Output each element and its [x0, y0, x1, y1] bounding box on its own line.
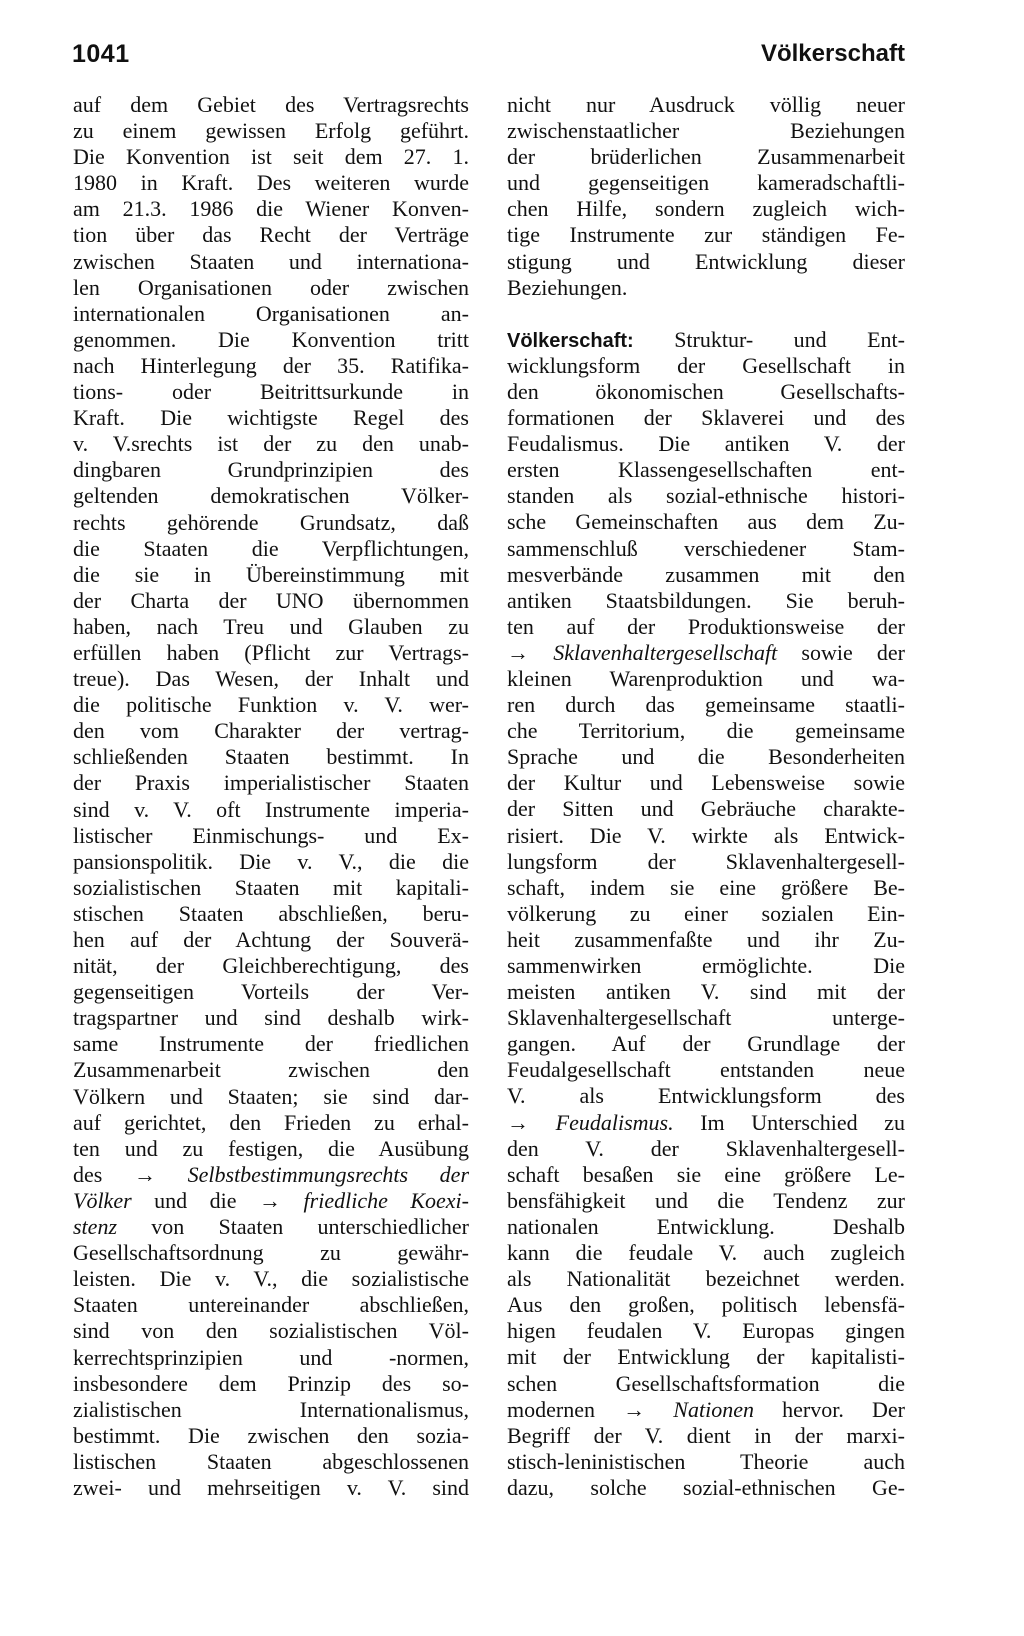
text-line: nach Hinterlegung der 35. Ratifika-	[73, 352, 469, 378]
text-line: Begriff der V. dient in der marxi-	[507, 1422, 905, 1448]
text-line: genommen. Die Konvention tritt	[73, 326, 469, 352]
text-line: Feudalismus. Die antiken V. der	[507, 431, 905, 457]
text-line: Zusammenarbeit zwischen den	[73, 1057, 469, 1083]
text-line: die Staaten die Verpflichtungen,	[73, 535, 469, 561]
entry-first-line	[507, 327, 905, 353]
cross-reference-friedliche-koexistenz[interactable]: → friedliche Koexi-	[259, 1187, 469, 1213]
text-line: antiken Staatsbildungen. Sie beruh-	[507, 587, 905, 613]
text-line: sind von den sozialistischen Völ-	[73, 1318, 469, 1344]
text-line: haben, nach Treu und Glauben zu	[73, 613, 469, 639]
text-line: che Territorium, die gemeinsame	[507, 718, 905, 744]
cross-reference-fragment: stenz	[73, 1214, 117, 1240]
text-line: zialistischen Internationalismus,	[73, 1396, 469, 1422]
text-line: tragspartner und sind deshalb wirk-	[73, 1005, 469, 1031]
text-line: zwei- und mehrseitigen v. V. sind	[73, 1474, 469, 1500]
text-line: der Kultur und Lebensweise sowie	[507, 770, 905, 796]
text-line: listischer Einmischungs- und Ex-	[73, 822, 469, 848]
running-head: Völkerschaft	[760, 40, 905, 67]
text-line: zwischen Staaten und internationa-	[73, 248, 469, 274]
text-line: der Sitten und Gebräuche charakte-	[507, 796, 905, 822]
text-line: gegenseitigen Vorteils der Ver-	[73, 979, 469, 1005]
paragraph-gap	[507, 301, 905, 327]
text-line: bestimmt. Die zwischen den sozia-	[73, 1422, 469, 1448]
text-line: ten und zu festigen, die Ausübung	[73, 1135, 469, 1161]
text-line: mit der Entwicklung der kapitalisti-	[507, 1344, 905, 1370]
left-column	[73, 92, 469, 1501]
text-line-with-reference	[507, 1397, 905, 1423]
text-line: pansionspolitik. Die v. V., die die	[73, 848, 469, 874]
text-line: Die Konvention ist seit dem 27. 1.	[73, 144, 469, 170]
text-line: v. V.srechts ist der zu den unab-	[73, 431, 469, 457]
text-line: zu einem gewissen Erfolg geführt.	[73, 118, 469, 144]
text-line: tige Instrumente zur ständigen Fe-	[507, 222, 905, 248]
text-line: schließenden Staaten bestimmt. In	[73, 744, 469, 770]
text-line: der brüderlichen Zusammenarbeit	[507, 144, 905, 170]
text-line: gangen. Auf der Grundlage der	[507, 1031, 905, 1057]
text-line: wicklungsform der Gesellschaft in	[507, 352, 905, 378]
right-column	[507, 92, 905, 1501]
text-line: am 21.3. 1986 die Wiener Konven-	[73, 196, 469, 222]
text-line-with-reference	[73, 1214, 469, 1240]
text-line: sind v. V. oft Instrumente imperia-	[73, 796, 469, 822]
text-line: kleinen Warenproduktion und wa-	[507, 665, 905, 691]
text-line-with-reference	[507, 640, 905, 666]
text-fragment: Im Unterschied zu	[700, 1109, 905, 1135]
text-line: Feudalgesellschaft entstanden neue	[507, 1057, 905, 1083]
text-line: zwischenstaatlicher Beziehungen	[507, 118, 905, 144]
cross-reference-selbstbestimmungsrecht[interactable]: → Selbstbestimmungsrechts der	[133, 1161, 469, 1187]
cross-reference-feudalismus[interactable]: → Feudalismus.	[507, 1109, 674, 1135]
text-line: Sklavenhaltergesellschaft unterge-	[507, 1005, 905, 1031]
text-line: auf dem Gebiet des Vertragsrechts	[73, 92, 469, 117]
text-line-with-reference	[507, 1110, 905, 1136]
text-line: den V. der Sklavenhaltergesell-	[507, 1135, 905, 1161]
page-number: 1041	[72, 40, 130, 68]
text-line: chen Hilfe, sondern zugleich wich-	[507, 196, 905, 222]
text-line: risiert. Die V. wirkte als Entwick-	[507, 822, 905, 848]
text-line: den vom Charakter der vertrag-	[73, 718, 469, 744]
text-line: Gesellschaftsordnung zu gewähr-	[73, 1240, 469, 1266]
text-line: Kraft. Die wichtigste Regel des	[73, 405, 469, 431]
text-line: hen auf der Achtung der Souverä-	[73, 927, 469, 952]
text-line-with-reference	[73, 1188, 469, 1214]
text-line: Staaten untereinander abschließen,	[73, 1292, 469, 1318]
text-line: schaft, indem sie eine größere Be-	[507, 874, 905, 900]
text-line: die politische Funktion v. V. wer-	[73, 692, 469, 718]
text-line-with-reference	[73, 1162, 469, 1188]
entry-headword: Völkerschaft:	[507, 329, 634, 352]
text-line: Sprache und die Besonderheiten	[507, 744, 905, 770]
text-line: erfüllen haben (Pflicht zur Vertrags-	[73, 639, 469, 665]
text-line: len Organisationen oder zwischen	[73, 274, 469, 300]
text-line: higen feudalen V. Europas gingen	[507, 1318, 905, 1344]
text-line: stisch-leninistischen Theorie auch	[507, 1448, 905, 1474]
text-line: sche Gemeinschaften aus dem Zu-	[507, 509, 905, 535]
text-line: tions- oder Beitrittsurkunde in	[73, 379, 469, 405]
text-line: listischen Staaten abgeschlossenen	[73, 1448, 469, 1474]
text-line: schen Gesellschaftsformation die	[507, 1370, 905, 1396]
text-line: ren durch das gemeinsame staatli-	[507, 692, 905, 718]
text-line: Beziehungen.	[507, 274, 628, 300]
text-line: sozialistischen Staaten mit kapitali-	[73, 874, 469, 900]
text-line: V. als Entwicklungsform des	[507, 1083, 905, 1109]
text-line: schaft besaßen sie eine größere Le-	[507, 1161, 905, 1187]
text-line: meisten antiken V. sind mit der	[507, 979, 905, 1005]
text-line: mesverbände zusammen mit den	[507, 561, 905, 587]
text-line: kerrechtsprinzipien und -normen,	[73, 1344, 469, 1370]
text-line: sammenschluß verschiedener Stam-	[507, 535, 905, 561]
text-line: same Instrumente der friedlichen	[73, 1031, 469, 1057]
text-line: treue). Das Wesen, der Inhalt und	[73, 666, 469, 692]
text-line: 1980 in Kraft. Des weiteren wurde	[73, 170, 469, 196]
text-fragment: Struktur- und Ent-	[674, 326, 905, 352]
text-fragment: und die	[154, 1187, 237, 1213]
text-line: dingbaren Grundprinzipien des	[73, 457, 469, 483]
cross-reference-sklavenhaltergesellschaft[interactable]: → Sklavenhaltergesellschaft	[507, 639, 778, 665]
text-line: leisten. Die v. V., die sozialistische	[73, 1266, 469, 1292]
text-fragment: von Staaten unterschiedlicher	[151, 1214, 469, 1240]
text-line: die sie in Übereinstimmung mit	[73, 561, 469, 587]
text-line: sammenwirken ermöglichte. Die	[507, 953, 905, 978]
text-line: stischen Staaten abschließen, beru-	[73, 900, 469, 926]
text-line: ten auf der Produktionsweise der	[507, 613, 905, 639]
text-line: formationen der Sklaverei und des	[507, 405, 905, 431]
text-line: Aus den großen, politisch lebensfä-	[507, 1292, 905, 1318]
text-fragment: hervor. Der	[782, 1396, 905, 1422]
text-line: standen als sozial-ethnische histori-	[507, 483, 905, 509]
text-line: völkerung zu einer sozialen Ein-	[507, 900, 905, 926]
text-line: rechts gehörende Grundsatz, daß	[73, 509, 469, 535]
text-fragment: modernen	[507, 1396, 595, 1422]
text-line: den ökonomischen Gesellschafts-	[507, 378, 905, 404]
text-fragment: sowie der	[801, 639, 905, 665]
text-line: tion über das Recht der Verträge	[73, 222, 469, 248]
text-line: internationalen Organisationen an-	[73, 300, 469, 326]
text-line: der Praxis imperialistischer Staaten	[73, 770, 469, 796]
text-line: nationalen Entwicklung. Deshalb	[507, 1213, 905, 1239]
text-line: heit zusammenfaßte und ihr Zu-	[507, 926, 905, 952]
cross-reference-fragment: Völker	[73, 1187, 132, 1213]
text-line: geltenden demokratischen Völker-	[73, 483, 469, 509]
text-line: dazu, solche sozial-ethnischen Ge-	[507, 1474, 905, 1500]
text-line: ersten Klassengesellschaften ent-	[507, 457, 905, 483]
text-line: kann die feudale V. auch zugleich	[507, 1240, 905, 1266]
text-line: der Charta der UNO übernommen	[73, 587, 469, 613]
text-line: stigung und Entwicklung dieser	[507, 248, 905, 274]
text-line: lungsform der Sklavenhaltergesell-	[507, 848, 905, 874]
cross-reference-nationen[interactable]: → Nationen	[623, 1396, 754, 1422]
text-line: bensfähigkeit und die Tendenz zur	[507, 1187, 905, 1213]
text-fragment: des	[73, 1161, 103, 1187]
text-line: als Nationalität bezeichnet werden.	[507, 1266, 905, 1292]
text-line: auf gerichtet, den Frieden zu erhal-	[73, 1109, 469, 1135]
text-line: insbesondere dem Prinzip des so-	[73, 1370, 469, 1396]
text-line: und gegenseitigen kameradschaftli-	[507, 170, 905, 196]
text-line: nicht nur Ausdruck völlig neuer	[507, 92, 905, 117]
text-line: nität, der Gleichberechtigung, des	[73, 953, 469, 979]
text-line: Völkern und Staaten; sie sind dar-	[73, 1083, 469, 1109]
